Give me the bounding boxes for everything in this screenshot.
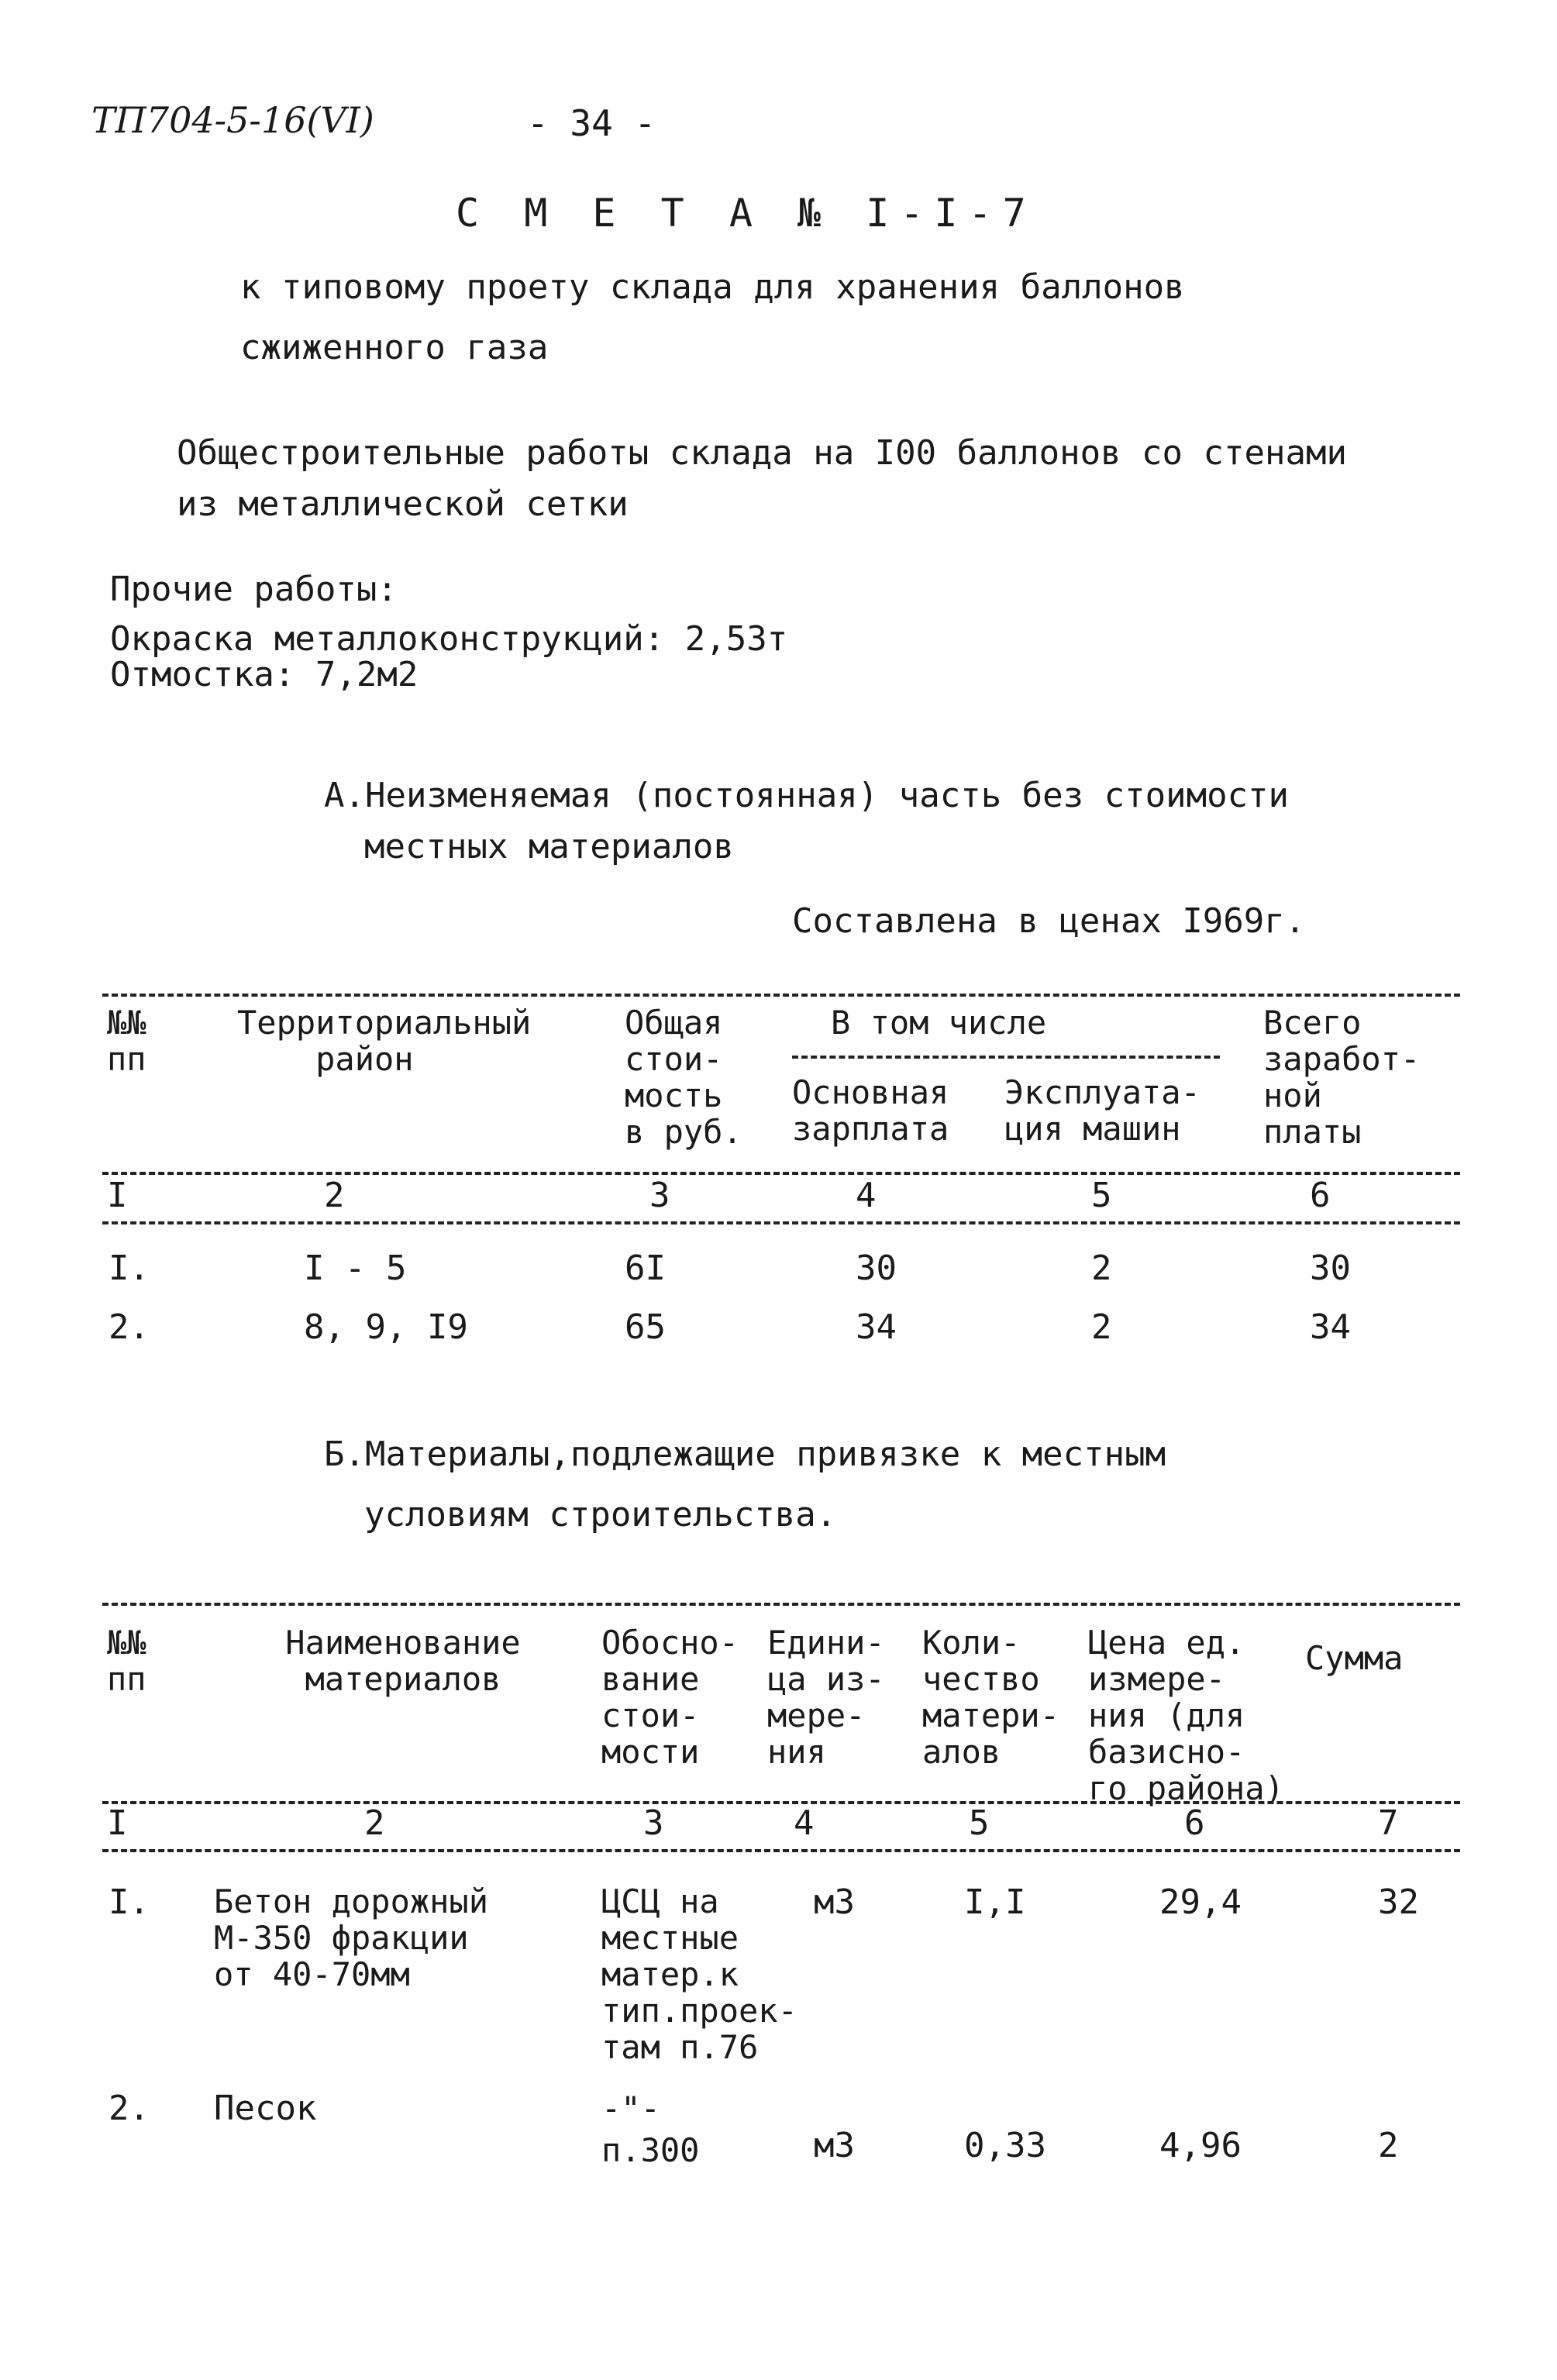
table-b-colnum-6: 6 [1184,1803,1205,1843]
estimate-subtitle-line2: сжиженного газа [240,328,549,367]
table-a-row2-total-salary: 34 [1310,1307,1351,1347]
table-a-row1-salary: 30 [856,1249,897,1288]
table-a-colnum-3: 3 [649,1176,670,1215]
table-b-header-unit-price: Цена ед. измере- ния (для базисно- го района) [1088,1624,1284,1807]
table-a-top-rule [102,994,1460,997]
table-a-row2-salary: 34 [856,1307,897,1347]
table-b-row2-number: 2. [109,2089,150,2128]
table-a-colnum-1: I [107,1176,128,1215]
table-b-header-rule [102,1801,1460,1804]
table-b-header-sum: Сумма [1305,1639,1404,1677]
table-b-row2-quantity: 0,33 [964,2126,1046,2165]
table-b-colnum-4: 4 [794,1803,815,1843]
work-description-line2: из металлической сетки [177,484,629,524]
table-a-colnum-6: 6 [1310,1176,1331,1215]
table-b-row1-material-name: Бетон дорожный М-350 фракции от 40-70мм [214,1882,489,1993]
page-number: - 34 - [527,102,656,144]
table-a-header-rule [102,1172,1460,1175]
table-a-header-total-salary: Всего заработ- ной платы [1263,1004,1421,1151]
table-b-colnum-2: 2 [364,1803,385,1843]
table-b-row1-sum: 32 [1378,1882,1419,1922]
table-b-row1-unit-price: 29,4 [1159,1882,1242,1922]
section-a-prices-note: Составлена в ценах I969г. [792,901,1306,941]
section-a-heading-line2: местных материалов [364,827,734,866]
table-a-header-base-salary: Основная зарплата [792,1073,949,1148]
table-a-group-rule [792,1056,1220,1059]
estimate-subtitle-line1: к типовому проету склада для хранения баллонов [240,267,1185,307]
table-a-row1-total-salary: 30 [1310,1249,1351,1288]
other-works-item-painting: Окраска металлоконструкций: 2,53т [110,619,788,659]
table-a-row1-machines: 2 [1091,1249,1112,1288]
table-b-row1-number: I. [109,1882,150,1922]
table-b-header-unit: Едини- ца из- мере- ния [767,1624,885,1771]
section-b-heading-line1: Б.Материалы,подлежащие привязке к местным [324,1435,1166,1474]
table-a-row2-machines: 2 [1091,1307,1112,1347]
table-b-row1-basis: ЦСЦ на местные матер.к тип.проек- там п.76 [601,1882,797,2066]
table-b-row1-quantity: I,I [964,1882,1026,1922]
table-a-header-region: Территориальный район [237,1004,532,1078]
estimate-title: С М Е Т А № I-I-7 [456,191,1037,236]
table-b-row1-unit: м3 [814,1882,855,1922]
section-a-heading-line1: А.Неизменяемая (постоянная) часть без стоимости [324,776,1290,815]
table-a-row1-number: I. [109,1249,150,1288]
table-b-colnum-5: 5 [969,1803,990,1843]
table-b-header-quantity: Коли- чество матери- алов [922,1624,1060,1771]
table-b-colnum-rule [102,1849,1460,1852]
table-b-row2-sum: 2 [1378,2126,1399,2165]
table-b-row2-unit-price: 4,96 [1159,2126,1242,2165]
table-b-row2-unit: м3 [814,2126,855,2165]
table-a-colnum-2: 2 [324,1176,345,1215]
document-code: ТП704-5-16(VI) [91,99,374,141]
table-b-header-number: №№ пп [107,1624,146,1698]
table-a-row1-total: 6I [625,1249,666,1288]
table-a-header-number: №№ пп [107,1004,146,1078]
table-a-colnum-4: 4 [856,1176,877,1215]
table-b-row2-material-name: Песок [214,2089,317,2128]
table-a-row2-region: 8, 9, I9 [304,1307,468,1347]
other-works-label: Прочие работы: [110,570,398,609]
section-b-heading-line2: условиям строительства. [364,1495,837,1534]
other-works-item-blind-area: Отмостка: 7,2м2 [110,655,419,694]
table-b-colnum-3: 3 [643,1803,664,1843]
table-a-header-machines: Эксплуата- ция машин [1004,1073,1200,1148]
table-a-colnum-rule [102,1221,1460,1224]
table-a-header-total-cost: Общая стои- мость в руб. [625,1004,742,1151]
table-b-top-rule [102,1603,1460,1606]
work-description-line1: Общестроительные работы склада на I00 баллонов со стенами [177,433,1347,473]
table-a-header-including: В том числе [831,1004,1047,1042]
table-b-colnum-1: I [107,1803,128,1843]
table-b-colnum-7: 7 [1378,1803,1399,1843]
table-b-row2-basis: -"- п.300 [601,2089,700,2169]
table-a-row1-region: I - 5 [304,1249,407,1288]
table-a-colnum-5: 5 [1091,1176,1112,1215]
table-b-header-basis: Обосно- вание стои- мости [601,1624,739,1771]
table-b-header-material-name: Наименование материалов [285,1624,521,1698]
table-a-row2-total: 65 [625,1307,666,1347]
table-a-row2-number: 2. [109,1307,150,1347]
